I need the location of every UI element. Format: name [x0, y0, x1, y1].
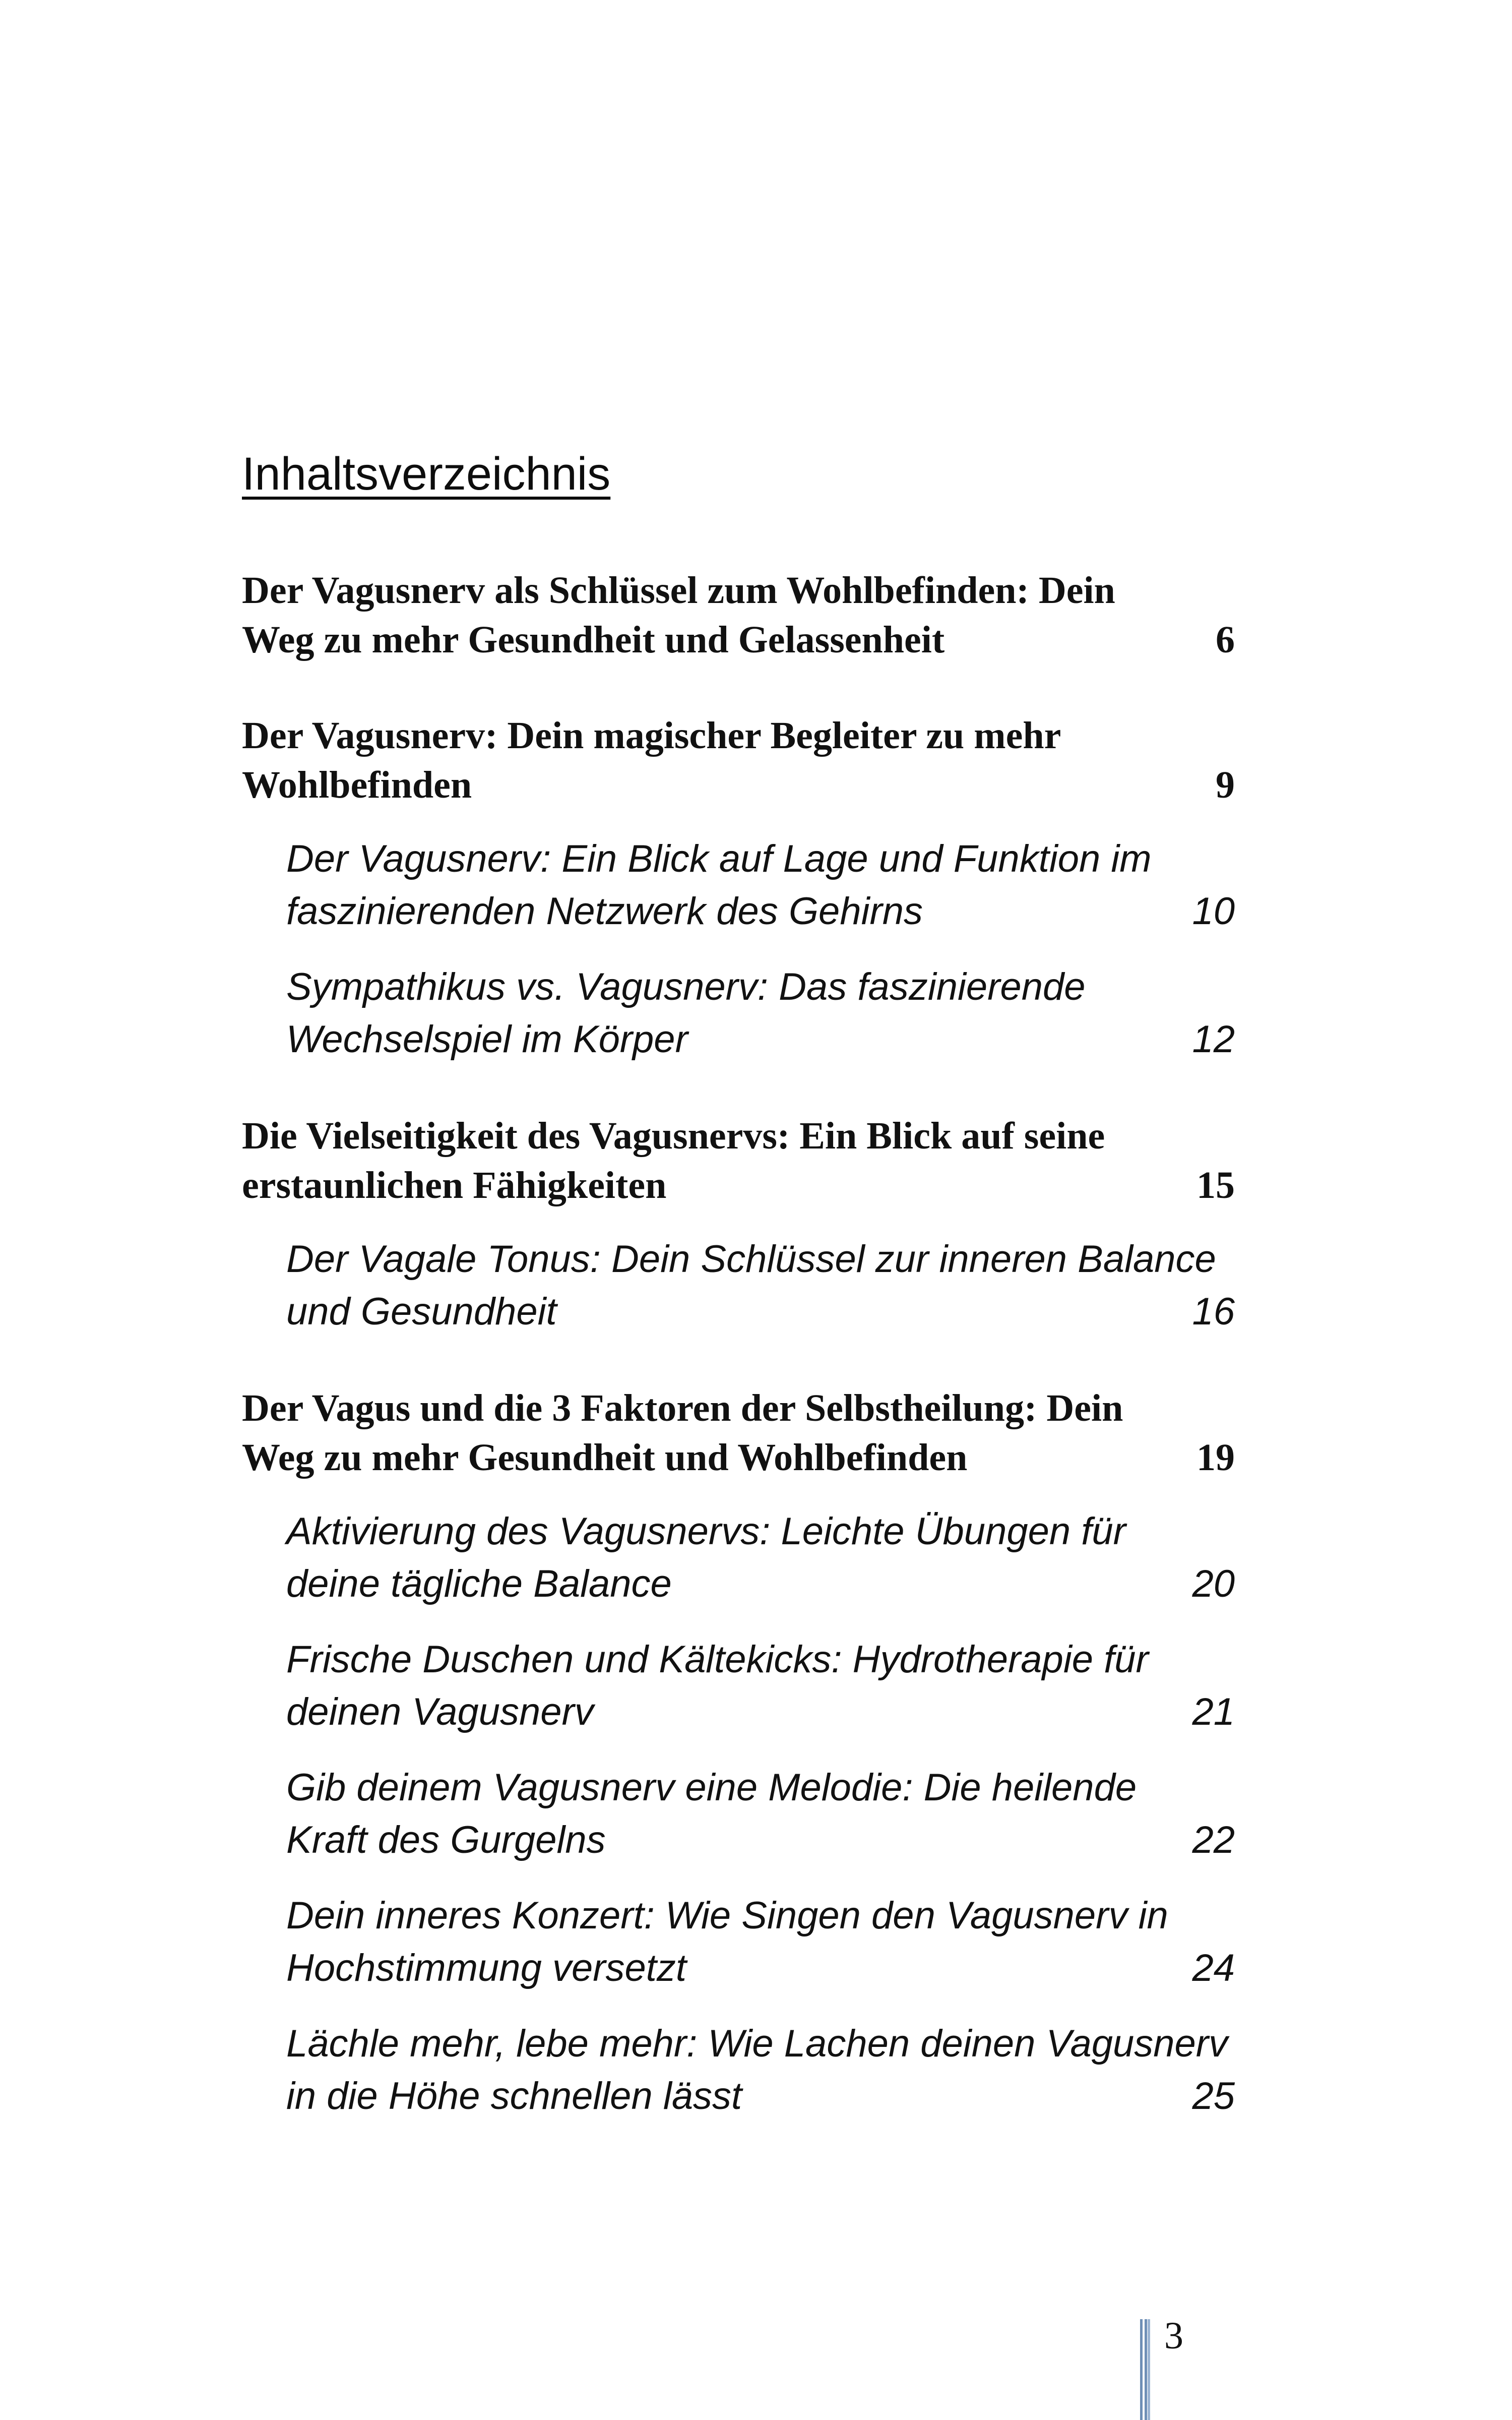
- toc-entry[interactable]: [242, 711, 1235, 810]
- toc-entry-title-line2: und Gesundheit: [286, 1290, 557, 1333]
- toc-subentry[interactable]: [286, 1762, 1235, 1866]
- toc-subentry[interactable]: [286, 2018, 1235, 2123]
- footer-divider: [1140, 2319, 1147, 2420]
- toc-entry-title-line2: deine tägliche Balance: [286, 1562, 672, 1605]
- toc-entry-title-line1: Der Vagus und die 3 Faktoren der Selbstheilung: Dein: [242, 1387, 1123, 1429]
- toc-entry-title-line1: Sympathikus vs. Vagusnerv: Das faszinierende: [286, 965, 1086, 1008]
- toc-entry-title-line2: Wohlbefinden: [242, 764, 472, 806]
- toc-entry-page: 21: [1192, 1690, 1235, 1733]
- toc-entry-title-line1: Der Vagusnerv: Dein magischer Begleiter zu mehr: [242, 714, 1061, 757]
- toc-entry[interactable]: [242, 566, 1235, 664]
- toc-entry-title-line1: Der Vagusnerv: Ein Blick auf Lage und Funktion im: [286, 837, 1152, 880]
- toc-entry-title-line1: Die Vielseitigkeit des Vagusnervs: Ein Blick auf seine: [242, 1115, 1105, 1157]
- toc-entry-title-line2: erstaunlichen Fähigkeiten: [242, 1164, 667, 1206]
- toc-entry-title-line2: Hochstimmung versetzt: [286, 1947, 687, 1989]
- toc-title: Inhaltsverzeichnis: [242, 448, 611, 500]
- toc-subentry[interactable]: [286, 961, 1235, 1066]
- toc-entry-page: 15: [1196, 1164, 1235, 1206]
- toc-subentry[interactable]: [286, 833, 1235, 938]
- toc-entry-page: 25: [1192, 2075, 1235, 2118]
- toc-entry-title-line2: in die Höhe schnellen lässt: [286, 2075, 742, 2118]
- toc-entry-page: 9: [1216, 764, 1235, 806]
- toc-entry-title-line1: Aktivierung des Vagusnervs: Leichte Übungen für: [286, 1510, 1126, 1553]
- toc-entry-title-line1: Gib deinem Vagusnerv eine Melodie: Die heilende: [286, 1766, 1137, 1809]
- toc-entry-page: 20: [1192, 1562, 1235, 1605]
- toc-entry-page: 16: [1192, 1290, 1235, 1333]
- toc-entry-title-line1: Dein inneres Konzert: Wie Singen den Vagusnerv in: [286, 1894, 1168, 1937]
- toc-entry-page: 10: [1192, 890, 1235, 933]
- toc-subentry[interactable]: [286, 1505, 1235, 1610]
- toc-entry-title-line2: Weg zu mehr Gesundheit und Wohlbefinden: [242, 1436, 968, 1479]
- toc-subentry[interactable]: [286, 1233, 1235, 1338]
- toc-entry-title-line1: Der Vagusnerv als Schlüssel zum Wohlbefinden: Dein: [242, 569, 1115, 612]
- toc-entry-page: 22: [1192, 1819, 1235, 1861]
- toc-subentry[interactable]: [286, 1634, 1235, 1738]
- toc-entry[interactable]: [242, 1111, 1235, 1210]
- toc-entry-title-line2: faszinierenden Netzwerk des Gehirns: [286, 890, 923, 933]
- toc-subentry[interactable]: [286, 1890, 1235, 1994]
- toc-entry-page: 19: [1196, 1436, 1235, 1479]
- toc-entry-title-line2: deinen Vagusnerv: [286, 1690, 594, 1733]
- toc-entry-page: 12: [1192, 1018, 1235, 1061]
- toc-entry-title-line1: Der Vagale Tonus: Dein Schlüssel zur inneren Balance: [286, 1238, 1216, 1281]
- toc-entry-title-line2: Weg zu mehr Gesundheit und Gelassenheit: [242, 619, 945, 661]
- toc-entry-title-line1: Lächle mehr, lebe mehr: Wie Lachen deinen Vagusnerv: [286, 2022, 1228, 2065]
- toc-entry-page: 6: [1216, 619, 1235, 661]
- toc-entry-page: 24: [1192, 1947, 1235, 1989]
- toc-entry[interactable]: [242, 1383, 1235, 1482]
- toc-entry-title-line1: Frische Duschen und Kältekicks: Hydrotherapie für: [286, 1638, 1149, 1681]
- toc-entry-title-line2: Kraft des Gurgelns: [286, 1819, 606, 1861]
- page-number: 3: [1164, 2315, 1183, 2357]
- toc-entry-title-line2: Wechselspiel im Körper: [286, 1018, 688, 1061]
